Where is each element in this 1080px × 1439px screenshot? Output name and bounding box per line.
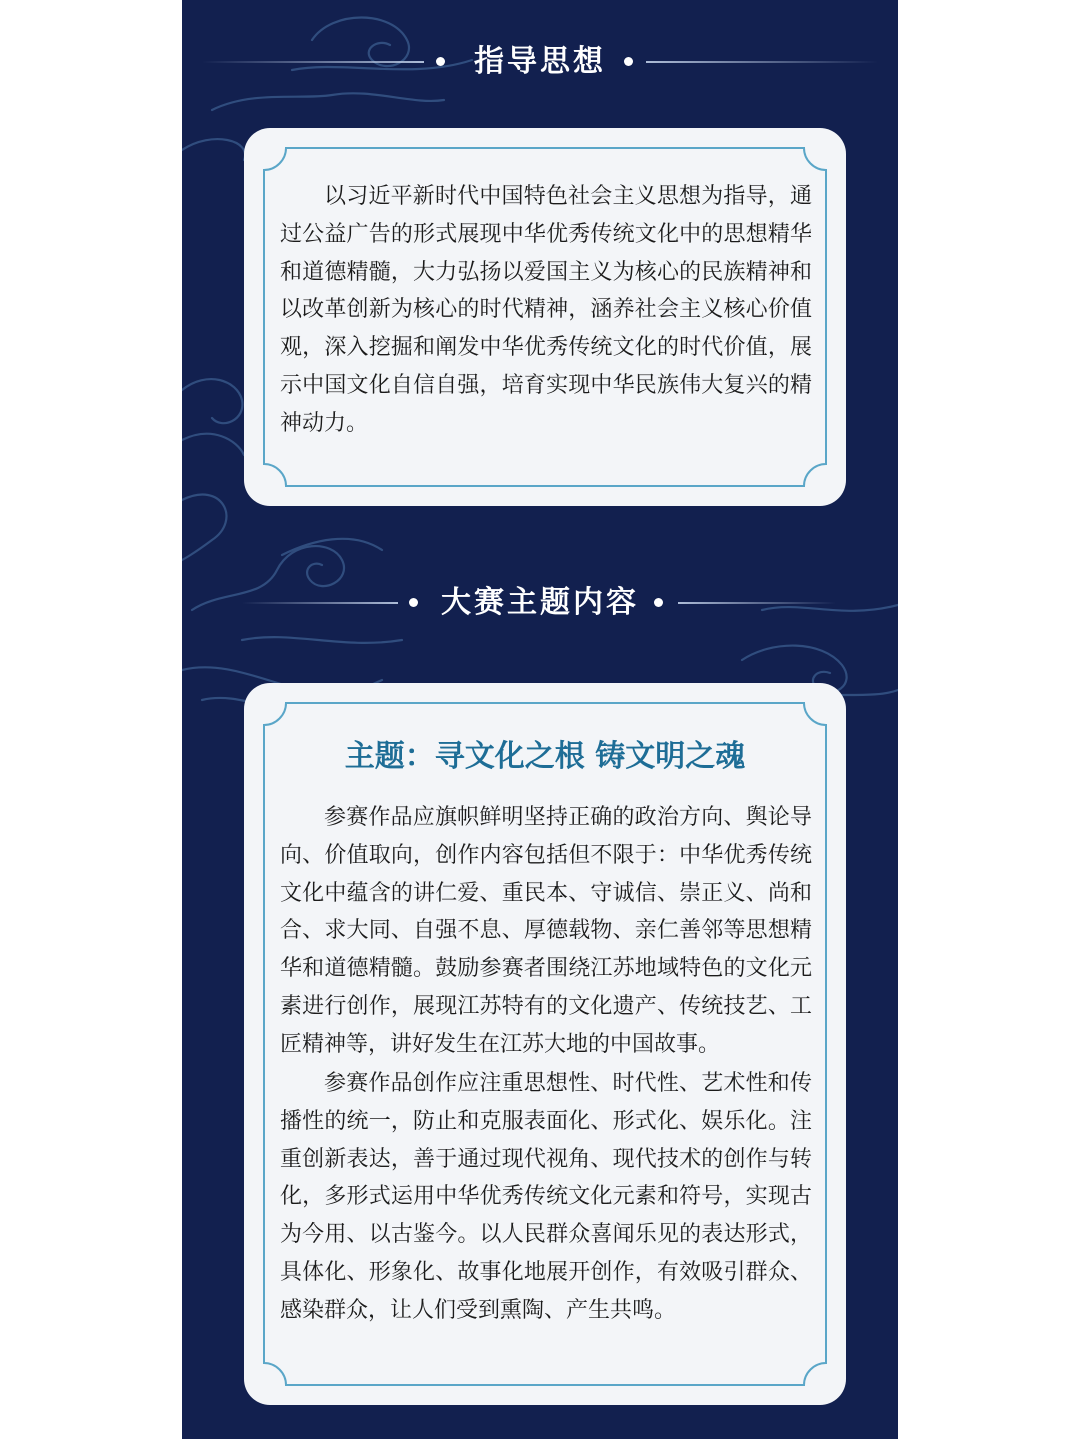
competition-theme-card [244,683,846,1405]
guiding-thought-card [244,128,846,506]
section-heading-guiding-thought [182,32,898,92]
section-title: 指导思想 [474,44,606,79]
theme-heading: 主题：寻文化之根 铸文明之魂 [344,739,746,774]
divider-line-right [678,602,836,604]
section-title: 大赛主题内容 [441,585,639,620]
bullet-dot-right [654,598,663,607]
theme-paragraph-1: 参赛作品应旗帜鲜明坚持正确的政治方向、舆论导向、价值取向，创作内容包括但不限于：中华优秀传统文化中蕴含的讲仁爱、重民本、守诚信、崇正义、尚和合、求大同、自强不息、厚德载物、亲仁善邻等思想精华和道德精髓。鼓励参赛者围绕江苏地域特色的文化元素进行创作，展现江苏特有的文化遗产、传统技艺、工匠精神等，讲好发生在江苏大地的中国故事。 [280,805,812,1057]
theme-paragraph-2: 参赛作品创作应注重思想性、时代性、艺术性和传播性的统一，防止和克服表面化、形式化、娱乐化。注重创新表达，善于通过现代视角、现代技术的创作与转化，多形式运用中华优秀传统文化元素和符号，实现古为今用、以古鉴今。以人民群众喜闻乐见的表达形式，具体化、形象化、故事化地展开创作，有效吸引群众、感染群众，让人们受到熏陶、产生共鸣。 [280,1071,812,1323]
poster-background [182,0,898,1439]
section-heading-competition-theme [182,573,898,633]
bullet-dot-right [624,57,633,66]
divider-line-right [646,61,878,63]
guiding-thought-paragraph: 以习近平新时代中国特色社会主义思想为指导，通过公益广告的形式展现中华优秀传统文化中的思想精华和道德精髓，大力弘扬以爱国主义为核心的民族精神和以改革创新为核心的时代精神，涵养社会主义核心价值观，深入挖掘和阐发中华优秀传统文化的时代价值，展示中国文化自信自强，培育实现中华民族伟大复兴的精神动力。 [280,184,812,436]
